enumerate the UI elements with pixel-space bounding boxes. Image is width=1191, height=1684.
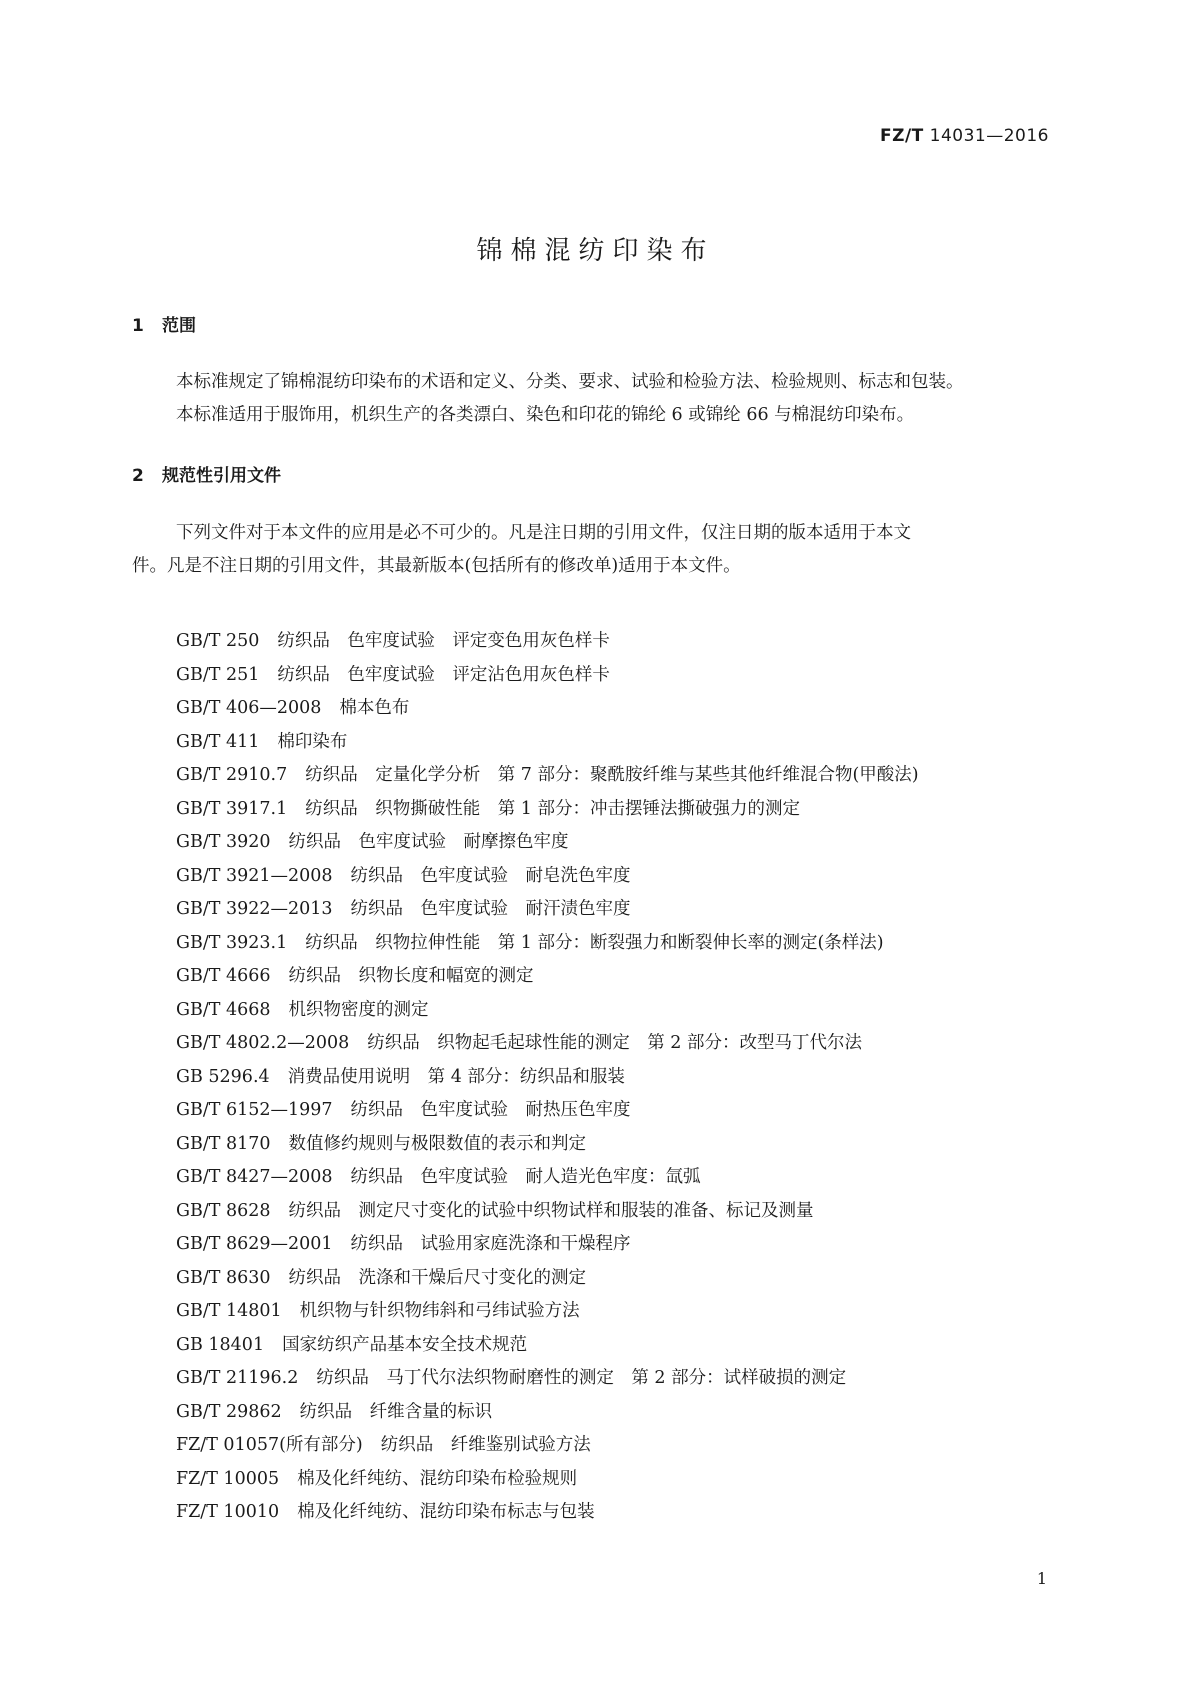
reference-code: GB/T 8427—2008 (176, 1167, 333, 1187)
reference-title: 纺织品 色牢度试验 耐皂洗色牢度 (350, 865, 631, 886)
reference-title: 纺织品 色牢度试验 耐人造光色牢度：氙弧 (350, 1167, 701, 1187)
reference-item (176, 1061, 919, 1095)
section-1-title: 范围 (162, 316, 196, 336)
reference-item (176, 659, 919, 693)
reference-code: GB/T 3917.1 (176, 798, 288, 819)
reference-title: 纺织品 织物拉伸性能 第 1 部分：断裂强力和断裂伸长率的测定(条样法) (305, 932, 884, 953)
reference-title: 棉及化纤纯纺、混纺印染布标志与包装 (297, 1502, 595, 1522)
reference-code: GB/T 29862 (176, 1401, 282, 1422)
reference-title: 纺织品 马丁代尔法织物耐磨性的测定 第 2 部分：试样破损的测定 (316, 1368, 847, 1388)
reference-code: GB 18401 (176, 1334, 265, 1355)
reference-code: GB/T 4802.2—2008 (176, 1033, 350, 1053)
reference-item (176, 927, 919, 961)
reference-title: 国家纺织产品基本安全技术规范 (282, 1334, 528, 1355)
page-number: 1 (1036, 1569, 1047, 1588)
scope-paragraph-2: 本标准适用于服饰用，机织生产的各类漂白、染色和印花的锦纶 6 或锦纶 66 与棉混纺印染布。 (176, 405, 915, 425)
reference-title: 纺织品 纤维含量的标识 (299, 1401, 493, 1422)
reference-title: 纺织品 色牢度试验 耐汗渍色牢度 (350, 899, 631, 919)
reference-code: GB/T 8629—2001 (176, 1234, 333, 1254)
reference-code: GB/T 14801 (176, 1301, 282, 1321)
reference-title: 数值修约规则与极限数值的表示和判定 (288, 1133, 587, 1154)
reference-item (176, 793, 919, 827)
reference-title: 纺织品 织物撕破性能 第 1 部分：冲击摆锤法撕破强力的测定 (305, 798, 800, 819)
reference-item (176, 826, 919, 860)
reference-code: GB/T 6152—1997 (176, 1100, 333, 1120)
reference-item (176, 1262, 919, 1296)
reference-code: GB/T 411 (176, 731, 260, 752)
reference-item (176, 1396, 919, 1430)
reference-code: GB/T 406—2008 (176, 698, 322, 718)
reference-list (176, 625, 919, 1530)
standard-code: 14031—2016 (929, 126, 1049, 146)
reference-title: 消费品使用说明 第 4 部分：纺织品和服装 (287, 1066, 625, 1087)
reference-item (176, 1128, 919, 1162)
reference-item (176, 625, 919, 659)
references-intro-line-1: 下列文件对于本文件的应用是必不可少的。凡是注日期的引用文件，仅注日期的版本适用于本文 (176, 523, 911, 543)
reference-code: GB/T 8630 (176, 1267, 271, 1288)
reference-code: GB/T 250 (176, 631, 260, 651)
reference-item (176, 994, 919, 1028)
references-intro-line-2: 件。凡是不注日期的引用文件，其最新版本(包括所有的修改单)适用于本文件。 (132, 556, 741, 576)
reference-item (176, 960, 919, 994)
reference-title: 纺织品 色牢度试验 评定变色用灰色样卡 (277, 631, 610, 651)
reference-item (176, 1429, 919, 1463)
reference-item (176, 1295, 919, 1329)
section-1-number: 1 (132, 316, 144, 336)
section-2-heading (132, 461, 281, 486)
reference-title: 纺织品 色牢度试验 耐摩擦色牢度 (288, 832, 569, 852)
reference-code: GB/T 3921—2008 (176, 865, 333, 886)
reference-title: 纺织品 测定尺寸变化的试验中织物试样和服装的准备、标记及测量 (288, 1200, 814, 1221)
reference-code: GB/T 21196.2 (176, 1368, 299, 1388)
reference-title: 纺织品 洗涤和干燥后尺寸变化的测定 (288, 1267, 587, 1288)
reference-item (176, 1329, 919, 1363)
reference-title: 纺织品 定量化学分析 第 7 部分：聚酰胺纤维与某些其他纤维混合物(甲酸法) (305, 765, 919, 785)
reference-title: 纺织品 试验用家庭洗涤和干燥程序 (350, 1234, 631, 1254)
reference-code: FZ/T 10005 (176, 1468, 280, 1489)
reference-item (176, 692, 919, 726)
reference-item (176, 1161, 919, 1195)
reference-title: 纺织品 纤维鉴别试验方法 (380, 1435, 591, 1455)
reference-title: 纺织品 织物起毛起球性能的测定 第 2 部分：改型马丁代尔法 (367, 1033, 863, 1053)
reference-item (176, 726, 919, 760)
reference-code: GB/T 2910.7 (176, 765, 288, 785)
reference-title: 机织物密度的测定 (288, 999, 429, 1020)
reference-item (176, 893, 919, 927)
reference-item (176, 1463, 919, 1497)
standard-prefix: FZ/T (880, 126, 924, 146)
standard-number (880, 126, 1049, 146)
reference-code: GB/T 3920 (176, 832, 271, 852)
reference-code: FZ/T 10010 (176, 1502, 280, 1522)
reference-item (176, 1027, 919, 1061)
document-title: 锦棉混纺印染布 (476, 236, 715, 266)
reference-code: GB/T 8628 (176, 1200, 271, 1221)
reference-code: GB/T 3923.1 (176, 932, 288, 953)
reference-item (176, 1195, 919, 1229)
reference-item (176, 1228, 919, 1262)
reference-code: GB/T 8170 (176, 1133, 271, 1154)
reference-title: 纺织品 织物长度和幅宽的测定 (288, 966, 534, 986)
reference-code: GB/T 4668 (176, 999, 271, 1020)
reference-item (176, 759, 919, 793)
reference-item (176, 1362, 919, 1396)
reference-code: GB 5296.4 (176, 1066, 270, 1087)
reference-item (176, 1094, 919, 1128)
section-1-heading (132, 311, 196, 336)
reference-code: GB/T 251 (176, 664, 260, 685)
reference-item (176, 860, 919, 894)
section-2-title: 规范性引用文件 (162, 466, 281, 486)
reference-code: FZ/T 01057(所有部分) (176, 1435, 363, 1455)
reference-title: 棉本色布 (339, 698, 410, 718)
reference-title: 棉印染布 (277, 731, 348, 752)
section-2-number: 2 (132, 466, 144, 486)
reference-title: 纺织品 色牢度试验 评定沾色用灰色样卡 (277, 664, 610, 685)
reference-item (176, 1496, 919, 1530)
reference-code: GB/T 4666 (176, 966, 271, 986)
reference-code: GB/T 3922—2013 (176, 899, 333, 919)
scope-paragraph-1: 本标准规定了锦棉混纺印染布的术语和定义、分类、要求、试验和检验方法、检验规则、标志和包装。 (176, 372, 964, 392)
reference-title: 纺织品 色牢度试验 耐热压色牢度 (350, 1100, 631, 1120)
reference-title: 棉及化纤纯纺、混纺印染布检验规则 (297, 1468, 578, 1489)
reference-title: 机织物与针织物纬斜和弓纬试验方法 (299, 1301, 580, 1321)
